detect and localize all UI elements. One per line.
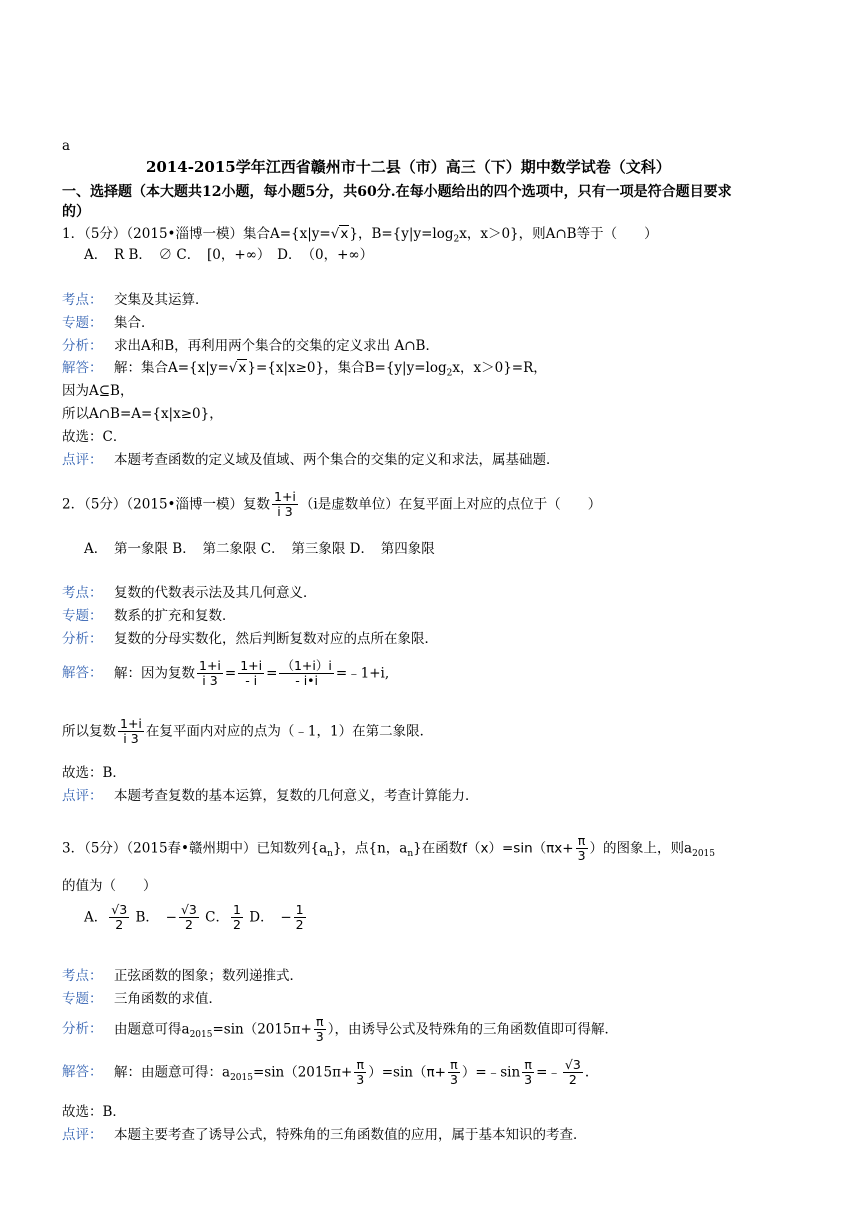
fraction-numerator: π [522,1058,534,1073]
label-dianping: 点评： [62,788,103,804]
fraction-denominator: 2 [295,917,304,933]
q1-options: A． R B． ∅ C． [0，+∞） D． （0，+∞） [84,247,374,263]
equals-sign: = [266,665,278,682]
label-kaodian: 考点： [62,968,103,984]
fraction-denominator: i 3 [277,504,293,520]
subscript-2015: 2015 [692,849,715,860]
q3-kaodian [62,968,303,984]
q2-stem [62,490,601,520]
q1-jieda-line2: 因为A⊆B， [62,383,134,399]
q1-kaodian [62,292,209,308]
fraction-denominator: 2 [568,1072,577,1088]
q2-jieda-line2 [62,717,433,747]
q3-stem-part: 3．（5分）（2015春•赣州期中）已知数列{a [62,840,328,857]
fraction [354,1058,366,1088]
q2-fenxi [62,631,438,647]
sqrt-radicand: x [340,226,349,242]
fraction-numerator: 1 [295,902,304,917]
equals-sign: = [224,665,237,682]
fraction [118,717,144,747]
fraction-numerator: π [354,1058,366,1073]
option-d: D． − [249,909,292,926]
label-jieda: 解答： [62,1064,103,1081]
q1-kaodian-text: 交集及其运算． [114,292,209,308]
q1-stem-part: x，x＞0}，则A∩B等于（ ） [459,226,658,242]
fraction-denominator: 2 [233,917,241,933]
fraction-denominator: - i [245,673,258,689]
q1-jieda [62,360,547,379]
subscript-2015: 2015 [189,1030,213,1041]
fraction-numerator: 1+i [240,658,263,673]
q2-dianping-text: 本题考查复数的基本运算，复数的几何意义，考查计算能力． [114,788,479,804]
label-zhuanti: 专题： [62,608,103,624]
sqrt-symbol: √x [330,226,349,242]
q3-fenxi-part: =sin（2015π+ [212,1021,312,1038]
fraction-numerator: 1 [233,902,241,917]
subscript-n: n [327,849,333,860]
q3-stem-part: 的图象上，则a [603,840,693,857]
section-heading-line1: 一、选择题（本大题共12小题，每小题5分，共60分.在每小题给出的四个选项中，只有一项是符合题目要求 [62,184,732,200]
q3-dianping [62,1127,587,1143]
q1-jieda-part: 解：集合A={x|y= [114,360,229,376]
q3-stem-part: }，点{n，a [332,840,408,857]
q2-kaodian-text: 复数的代数表示法及其几何意义． [114,585,317,601]
q1-zhuanti [62,315,155,331]
q3-jieda-part: 解：由题意可得：a [114,1064,231,1081]
fraction-denominator: 3 [356,1072,365,1088]
fraction-numerator: 1+i [120,716,142,731]
q2-dianping [62,788,479,804]
fraction-denominator: i 3 [202,673,218,689]
q3-dianping-text: 本题主要考查了诱导公式，特殊角的三角函数值的应用，属于基本知识的考查． [114,1127,587,1143]
q3-stem-part: }在函数 [413,840,463,857]
q1-dianping-text: 本题考查函数的定义域及值域、两个集合的交集的定义和求法，属基础题． [114,452,560,468]
label-kaodian: 考点： [62,585,103,601]
q3-jieda-part: =﹣ [536,1064,561,1081]
q2-jieda [62,659,389,689]
fraction [197,659,223,689]
q1-jieda-part: x，x＞0}=R， [452,360,547,376]
sqrt-symbol: √x [228,360,247,376]
fraction-numerator: π [314,1015,326,1030]
fraction [576,834,588,864]
fraction [179,903,199,933]
log-base: 2 [453,234,460,245]
fraction-numerator: （1+i）i [281,658,332,673]
option-a: A． [84,909,108,926]
fraction [272,490,298,520]
q3-answer: 故选：B． [62,1104,126,1120]
q2-stem-part: 2．（5分）（2015•淄博一模）复数 [62,496,270,513]
q2-stem-part: （i是虚数单位）在复平面上对应的点位于（ ） [299,496,602,513]
label-fenxi: 分析： [62,631,103,647]
exam-title: 2014-2015学年江西省赣州市十二县（市）高三（下）期中数学试卷（文科） [146,158,671,176]
q2-zhuanti-text: 数系的扩充和复数． [114,608,236,624]
function-expression: f（x）=sin（πx+ [462,840,574,857]
q3-fenxi-part: ），由诱导公式及特殊角的三角函数值即可得解． [327,1021,618,1038]
label-zhuanti: 专题： [62,315,103,331]
fraction-denominator: 3 [524,1072,533,1088]
subscript-n: n [407,849,414,860]
q3-jieda-part: =sin（2015π+ [252,1064,353,1081]
q3-options [84,903,308,933]
q1-answer: 故选：C． [62,429,127,445]
fraction [314,1015,326,1045]
q3-stem [62,834,715,864]
q3-jieda-part: ）=sin（ [368,1064,427,1081]
subscript-2015: 2015 [230,1073,253,1084]
label-fenxi: 分析： [62,1021,103,1038]
label-dianping: 点评： [62,452,103,468]
q2-fenxi-text: 复数的分母实数化，然后判断复数对应的点所在象限． [114,631,438,647]
q2-kaodian [62,585,317,601]
fraction-denominator: 3 [315,1029,324,1045]
q3-zhuanti [62,991,222,1007]
q3-stem-line2: 的值为（ ） [62,878,157,894]
q2-answer: 故选：B． [62,765,126,781]
q3-jieda-part: . [584,1064,590,1081]
label-dianping: 点评： [62,1127,103,1143]
fraction [279,659,333,689]
fraction-denominator: 2 [115,917,124,933]
fraction-numerator: 1+i [274,489,296,504]
section-heading-line2: 的） [62,204,90,220]
fraction-numerator: π [448,1058,460,1073]
q1-fenxi-text: 求出A和B，再利用两个集合的交集的定义求出 A∩B． [114,338,439,354]
fraction [448,1058,460,1088]
q2-options: A． 第一象限 B． 第二象限 C． 第三象限 D． 第四象限 [84,541,435,557]
option-c: C． [205,909,230,926]
fraction [294,903,306,933]
q3-fenxi [62,1015,618,1045]
q2-zhuanti [62,608,236,624]
label-zhuanti: 专题： [62,991,103,1007]
fraction-numerator: 1+i [199,658,221,673]
q1-stem-part: }，B={y|y=log [349,226,454,242]
label-fenxi: 分析： [62,338,103,354]
q1-jieda-line3: 所以A∩B=A={x|x≥0}， [62,406,223,422]
log-base: 2 [446,368,453,379]
sqrt-radicand: x [238,360,247,376]
fraction-denominator: 3 [449,1072,458,1088]
q2-jieda-part: =﹣1+i, [335,665,390,682]
fraction-numerator: π [576,834,588,849]
fraction-numerator: √3 [180,902,197,917]
q1-dianping [62,452,560,468]
q1-zhuanti-text: 集合． [114,315,155,331]
q1-stem [62,226,658,245]
q1-fenxi [62,338,439,354]
q3-jieda-part: π+ [426,1064,446,1081]
label-kaodian: 考点： [62,292,103,308]
corner-mark: a [62,138,71,154]
fraction-numerator: √3 [564,1057,581,1072]
q2-line2-part: 在复平面内对应的点为（﹣1，1）在第二象限． [145,723,434,740]
label-jieda: 解答： [62,665,103,682]
label-jieda: 解答： [62,360,103,376]
fraction-denominator: 2 [184,917,193,933]
q3-kaodian-text: 正弦函数的图象；数列递推式． [114,968,303,984]
q1-stem-part: 1．（5分）（2015•淄博一模）集合A={x|y= [62,226,331,242]
q2-jieda-part: 解：因为复数 [114,665,195,682]
q3-zhuanti-text: 三角函数的求值． [114,991,222,1007]
q1-jieda-part: }={x|x≥0}，集合B={y|y=log [247,360,447,376]
function-expression: ） [589,840,604,857]
fraction [238,659,264,689]
fraction [522,1058,534,1088]
fraction [563,1058,583,1088]
fraction [109,903,129,933]
q3-jieda [62,1058,589,1088]
fraction-numerator: √3 [111,902,128,917]
option-b: B． − [135,909,177,926]
fraction-denominator: i 3 [123,731,139,747]
fraction-denominator: 3 [577,848,586,864]
q3-fenxi-part: 由题意可得a [114,1021,190,1038]
fraction-denominator: - i•i [295,673,319,689]
q3-jieda-part: ）=﹣sin [461,1064,521,1081]
q2-line2-part: 所以复数 [62,723,116,740]
fraction [231,903,243,933]
